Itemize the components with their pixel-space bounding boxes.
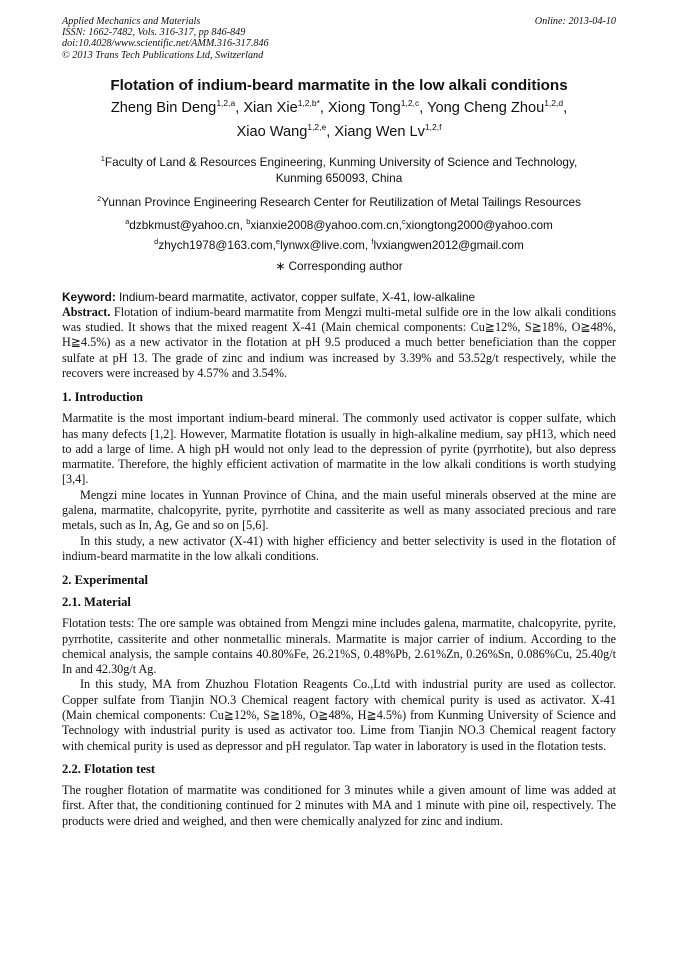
email-sup: d bbox=[154, 236, 159, 246]
abstract-text: Flotation of indium-beard marmatite from Mengzi multi-metal sulfide ore in the low alkali conditions was studied. It shows that the mixed reagent X-41 (Main chemical components: Cu≧12%, S≧18%, O≧48%, H≧4.5%) as a new activator in the flotation at pH 9.5 produced a much better beneficiation than the copper sulfate at pH 13. The grade of zinc and indium was increased by 3.39% and 53.52g/t respectively, while the recovers were increased by 4.57% and 3.54%. bbox=[62, 304, 616, 380]
paragraph: Flotation tests: The ore sample was obtained from Mengzi mine includes galena, marmatite, chalcopyrite, pyrite, pyrrhotite, cassiterite and other nonmetallic minerals. Marmatite is major carrier of indium. According to the chemical analysis, the sample contains 40.80%Fe, 26.21%S, 0.48%Pb, 2.61%Zn, 0.26%Sn, 0.086%Cu, 25.40g/t In and 42.30g/t Ag. bbox=[62, 616, 616, 677]
author-name: Xiang Wen Lv bbox=[334, 123, 425, 140]
author-sep: , bbox=[235, 99, 244, 116]
author-sep: , bbox=[326, 123, 335, 140]
journal-copyright: © 2013 Trans Tech Publications Ltd, Switzerland bbox=[62, 49, 264, 61]
affiliation-sup: 2 bbox=[97, 193, 102, 203]
journal-name: Applied Mechanics and Materials bbox=[62, 16, 201, 27]
author-sup: 1,2,a bbox=[216, 97, 236, 108]
author-name: Xiao Wang bbox=[236, 123, 308, 140]
email-b[interactable]: xianxie2008@yahoo.com.cn, bbox=[250, 217, 403, 232]
author-sep: , bbox=[563, 99, 568, 116]
section-heading-experimental: 2. Experimental bbox=[62, 573, 149, 588]
journal-header bbox=[62, 16, 616, 61]
keywords-label: Keyword: bbox=[62, 289, 116, 304]
email-sup: f bbox=[371, 236, 374, 246]
email-f[interactable]: lvxiangwen2012@gmail.com bbox=[373, 237, 524, 252]
author-line-1 bbox=[62, 96, 616, 120]
affiliation-1-line-2: Kunming 650093, China bbox=[275, 170, 403, 185]
paragraph: The rougher flotation of marmatite was conditioned for 3 minutes while a given amount of lime was added at first. After that, the conditioning continued for 2 minutes with MA and 1 minute with pine oil, respectively. The products were dried and weighed, and then were chemically analyzed for zinc and indium. bbox=[62, 782, 616, 828]
affiliation-1-line-1 bbox=[62, 154, 616, 170]
affiliation-sup: 1 bbox=[100, 153, 105, 163]
author-sup: 1,2,f bbox=[424, 121, 442, 132]
email-sup: e bbox=[275, 236, 281, 246]
affiliation-text: Faculty of Land & Resources Engineering, Kunming University of Science and Technology, bbox=[104, 154, 578, 169]
subsection-heading-material: 2.1. Material bbox=[62, 595, 131, 610]
author-name: Xian Xie bbox=[243, 99, 298, 116]
email-e[interactable]: lynwx@live.com, bbox=[280, 237, 372, 252]
author-name: Zheng Bin Deng bbox=[110, 99, 217, 116]
section-heading-introduction: 1. Introduction bbox=[62, 390, 143, 405]
email-line-1 bbox=[62, 215, 616, 235]
paragraph: In this study, MA from Zhuzhou Flotation Reagents Co.,Ltd with industrial purity are used as collector. Copper sulfate from Tianjin NO.3 Chemical reagent factory with chemical purity is used as activator. X-41 (Main chemical components: Cu≧12%, S≧18%, O≧48%, H≧4.5%) from Kunming University of Science and Technology with industrial purity is used as activator too. Lime from Tianjin NO.3 Chemical reagent factory with chemical purity is used as depressor and pH regulator. Tap water in laboratory is used in the flotation tests. bbox=[62, 677, 616, 753]
journal-issn: ISSN: 1662-7482, Vols. 316-317, pp 846-849 bbox=[62, 27, 246, 39]
corresponding-author-note: ∗ Corresponding author bbox=[275, 258, 403, 273]
author-list bbox=[62, 96, 616, 144]
email-list bbox=[62, 215, 616, 255]
journal-info bbox=[62, 16, 269, 61]
author-sup: 1,2,d bbox=[544, 97, 564, 108]
abstract bbox=[62, 305, 616, 381]
author-sup: 1,2,c bbox=[400, 97, 420, 108]
paragraph: Marmatite is the most important indium-beard mineral. The commonly used activator is copper sulfate, which has many defects [1,2]. However, Marmatite flotation is usually in high-alkaline medium, say pH13, which need to add a large of lime. A high pH would not only lead to the depression of pyrite (pyrrhotite), but also depress marmatite. Therefore, the highly efficient activation of marmatite in the low alkali conditions is worth studying [3,4]. bbox=[62, 411, 616, 487]
author-line-2 bbox=[62, 120, 616, 144]
affiliation-text: Yunnan Province Engineering Research Center for Reutilization of Metal Tailings Resources bbox=[101, 194, 581, 209]
email-c[interactable]: xiongtong2000@yahoo.com bbox=[405, 217, 553, 232]
author-name: Yong Cheng Zhou bbox=[427, 99, 545, 116]
paper-title: Flotation of indium-beard marmatite in the low alkali conditions bbox=[110, 76, 568, 94]
subsection-heading-flotation-test: 2.2. Flotation test bbox=[62, 761, 156, 776]
author-sup: 1,2,e bbox=[307, 121, 327, 132]
email-a[interactable]: dzbkmust@yahoo.cn, bbox=[129, 217, 247, 232]
keywords bbox=[62, 289, 616, 305]
paragraph: Mengzi mine locates in Yunnan Province of China, and the main useful minerals observed at the mine are galena, marmatite, chalcopyrite, pyrite, pyrrhotite and cassiterite as well as many associated precious and rare metals, such as In, Ag, Ge and so on [5,6]. bbox=[62, 487, 616, 533]
author-name: Xiong Tong bbox=[328, 99, 401, 116]
email-d[interactable]: zhych1978@163.com, bbox=[158, 237, 276, 252]
email-sup: c bbox=[402, 216, 406, 226]
email-sup: a bbox=[125, 216, 130, 226]
author-sep: , bbox=[419, 99, 428, 116]
affiliation-2 bbox=[62, 194, 616, 210]
abstract-label: Abstract. bbox=[62, 304, 111, 319]
email-line-2 bbox=[62, 235, 616, 255]
keywords-text: Indium-beard marmatite, activator, copper sulfate, X-41, low-alkaline bbox=[115, 289, 476, 304]
email-sup: b bbox=[246, 216, 251, 226]
online-date: Online: 2013-04-10 bbox=[534, 16, 616, 27]
author-sup: 1,2,b* bbox=[297, 97, 320, 108]
paper-body bbox=[62, 305, 616, 829]
journal-doi[interactable]: doi:10.4028/www.scientific.net/AMM.316-317.846 bbox=[62, 38, 269, 50]
author-sep: , bbox=[319, 99, 329, 116]
affiliation-1 bbox=[62, 154, 616, 186]
paragraph: In this study, a new activator (X-41) with higher efficiency and better selectivity is used in the flotation of indium-beard marmatite in the low alkali conditions. bbox=[62, 533, 616, 563]
